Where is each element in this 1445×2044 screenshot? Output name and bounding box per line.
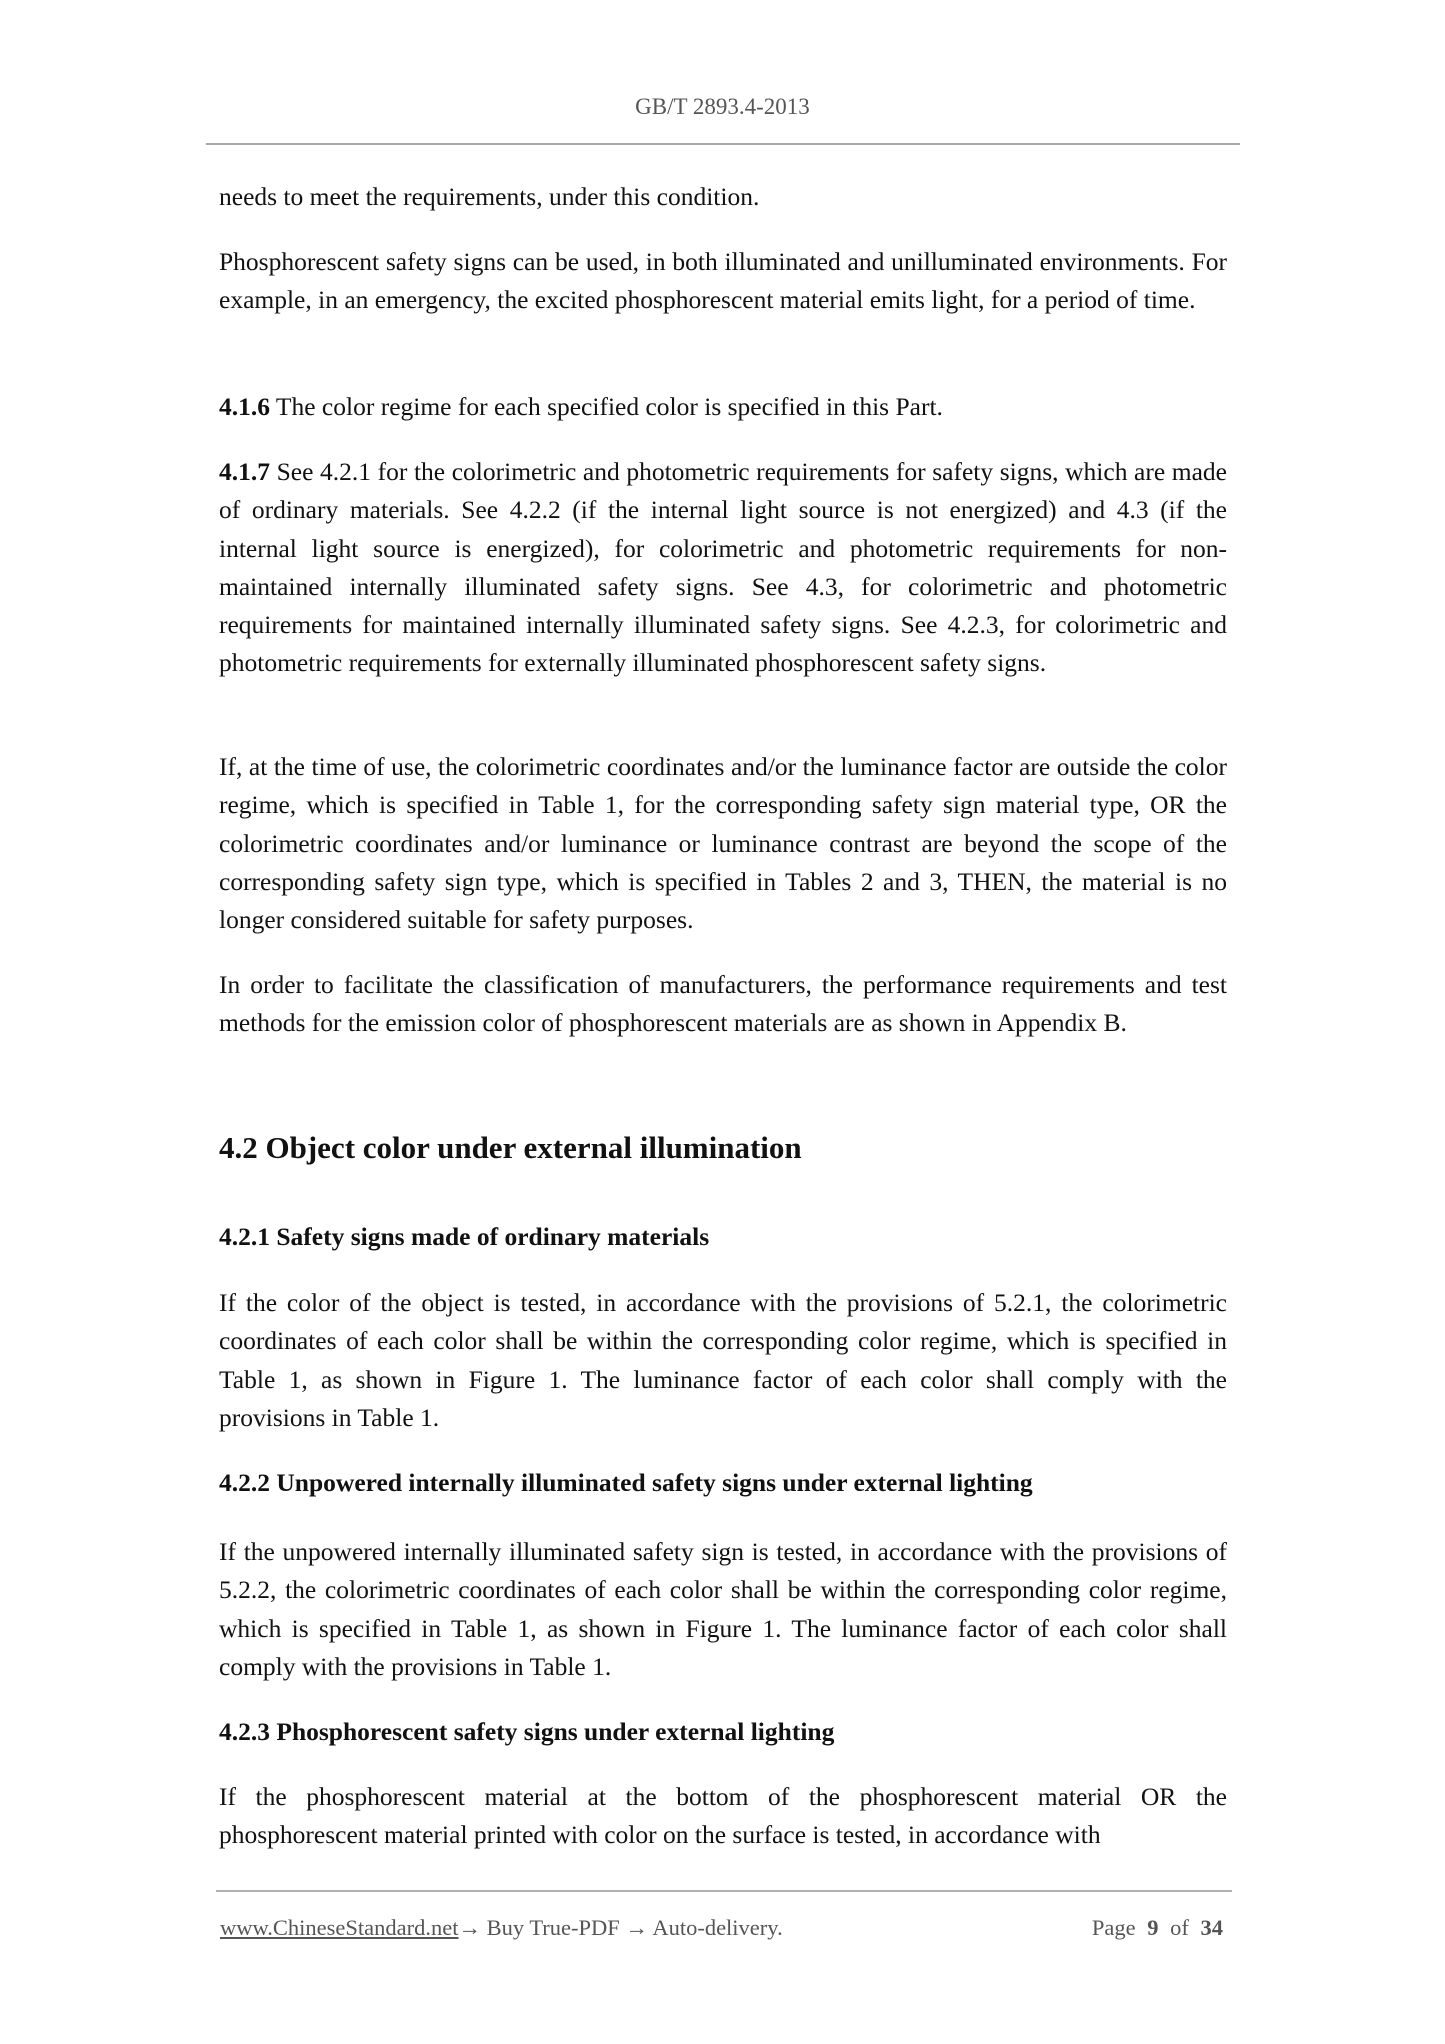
page-number [1089,1913,1226,1943]
page-total: 34 [1200,1915,1223,1940]
footer-rule [216,1890,1232,1892]
chinesestandard-link[interactable]: www.ChineseStandard.net [220,1915,459,1940]
header-rule [206,143,1240,145]
auto-delivery-text: Auto-delivery. [647,1915,783,1940]
page-label: Page [1091,1915,1136,1940]
clause-number: 4.1.7 [219,457,270,486]
clause-text: See 4.2.1 for the colorimetric and photometric requirements for safety signs, which are made of ordinary materials. See 4.2.2 (if the internal light source is not energized) and 4.3 (if the internal light source is energized), for colorimetric and photometric requirements for non-maintained internally illuminated safety signs. See 4.3, for colorimetric and photometric requirements for maintained internally illuminated safety signs. See 4.2.3, for colorimetric and photometric requirements for externally illuminated phosphorescent safety signs. [219,457,1227,678]
page-footer [220,1913,1223,1943]
subsection-heading-4-2-2: 4.2.2 Unpowered internally illuminated safety signs under external lighting [219,1468,1033,1497]
paragraph-appendix-b: In order to facilitate the classification of manufacturers, the performance requirements and test methods for the emission color of phosphorescent materials are as shown in Appendix B. [219,970,1227,1038]
buy-true-pdf-text: Buy True-PDF [481,1915,626,1940]
subsection-heading-4-2-3: 4.2.3 Phosphorescent safety signs under external lighting [219,1717,835,1746]
clause-text: The color regime for each specified color is specified in this Part. [270,392,943,421]
section-heading-4-2: 4.2 Object color under external illumination [219,1130,802,1165]
of-label: of [1170,1915,1189,1940]
clause-number: 4.1.6 [219,392,270,421]
paragraph-continuation: needs to meet the requirements, under this condition. [219,182,760,211]
paragraph-phosphorescent-use: Phosphorescent safety signs can be used, in both illuminated and unilluminated environments. For example, in an emergency, the excited phosphorescent material emits light, for a period of time. [219,247,1227,315]
arrow-right-icon: → [625,1915,648,1940]
paragraph-4-2-3: If the phosphorescent material at the bottom of the phosphorescent material OR the phosphorescent material printed with color on the surface is tested, in accordance with [219,1782,1227,1850]
page-current: 9 [1147,1915,1159,1940]
paragraph-4-2-2: If the unpowered internally illuminated safety sign is tested, in accordance with the provisions of 5.2.2, the colorimetric coordinates of each color shall be within the corresponding color regime, which is specified in Table 1, as shown in Figure 1. The luminance factor of each color shall comply with the provisions in Table 1. [219,1537,1227,1681]
arrow-right-icon: → [458,1915,481,1940]
paragraph-time-of-use: If, at the time of use, the colorimetric coordinates and/or the luminance factor are outside the color regime, which is specified in Table 1, for the corresponding safety sign material type, OR the colorimetric coordinates and/or luminance or luminance contrast are beyond the scope of the corresponding safety sign type, which is specified in Tables 2 and 3, THEN, the material is no longer considered suitable for safety purposes. [219,752,1227,935]
page-header: GB/T 2893.4-2013 [635,94,810,119]
paragraph-4-2-1: If the color of the object is tested, in accordance with the provisions of 5.2.1, the colorimetric coordinates of each color shall be within the corresponding color regime, which is specified in Table 1, as shown in Figure 1. The luminance factor of each color shall comply with the provisions in Table 1. [219,1288,1227,1432]
clause-4-1-6 [219,388,1227,426]
clause-4-1-7 [219,453,1227,683]
subsection-heading-4-2-1: 4.2.1 Safety signs made of ordinary materials [219,1222,710,1251]
